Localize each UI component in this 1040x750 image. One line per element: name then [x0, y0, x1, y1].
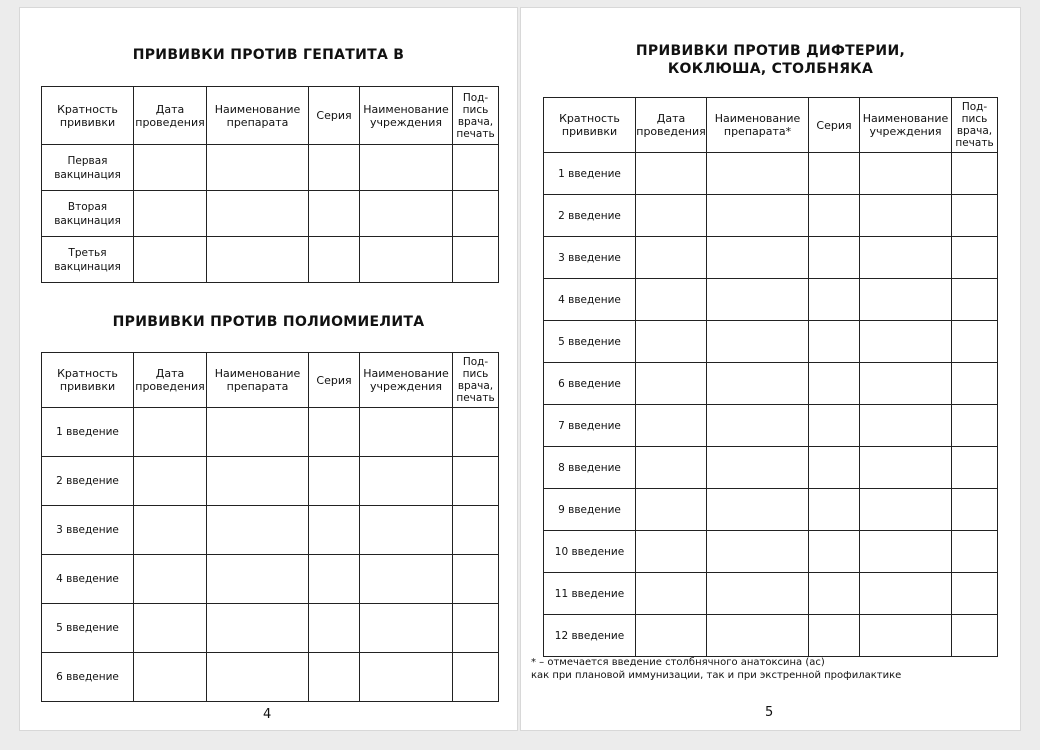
signature-cell — [952, 153, 998, 195]
polio-title: ПРИВИВКИ ПРОТИВ ПОЛИОМИЕЛИТА — [112, 314, 425, 330]
header-doctor-signature: Под-пись врача, печать — [453, 353, 499, 408]
header-doctor-signature: Под-пись врача, печать — [952, 98, 998, 153]
row-label: 6 введение — [42, 653, 134, 702]
header-series: Серия — [809, 98, 860, 153]
series-cell — [809, 153, 860, 195]
date-cell — [636, 447, 707, 489]
date-cell — [134, 408, 207, 457]
drug-cell — [707, 237, 809, 279]
drug-cell — [207, 457, 309, 506]
header-drug-name: Наименование препарата — [207, 353, 309, 408]
row-label: 3 введение — [42, 506, 134, 555]
table-row — [544, 615, 998, 657]
table-row — [544, 573, 998, 615]
table-row — [544, 447, 998, 489]
signature-cell — [952, 531, 998, 573]
footnote-line-1: * – отмечается введение столбнячного анатоксина (ас) — [531, 657, 825, 668]
date-cell — [636, 321, 707, 363]
header-institution: Наименование учреждения — [360, 87, 453, 145]
signature-cell — [952, 405, 998, 447]
table-row — [544, 405, 998, 447]
row-label: 5 введение — [42, 604, 134, 653]
series-cell — [809, 573, 860, 615]
series-cell — [809, 321, 860, 363]
date-cell — [134, 604, 207, 653]
drug-cell — [707, 615, 809, 657]
page-number: 5 — [765, 705, 774, 720]
drug-cell — [207, 237, 309, 283]
signature-cell — [453, 506, 499, 555]
institution-cell — [360, 506, 453, 555]
right-page — [521, 8, 1020, 730]
series-cell — [309, 145, 360, 191]
header-drug-name: Наименование препарата* — [707, 98, 809, 153]
row-label: 8 введение — [544, 447, 636, 489]
header-date: Дата проведения — [134, 87, 207, 145]
signature-cell — [453, 191, 499, 237]
drug-cell — [707, 279, 809, 321]
series-cell — [809, 489, 860, 531]
institution-cell — [860, 573, 952, 615]
table-row — [42, 408, 499, 457]
signature-cell — [952, 237, 998, 279]
series-cell — [809, 405, 860, 447]
row-label: 6 введение — [544, 363, 636, 405]
series-cell — [309, 457, 360, 506]
signature-cell — [453, 237, 499, 283]
institution-cell — [360, 604, 453, 653]
row-label: 4 введение — [544, 279, 636, 321]
series-cell — [809, 531, 860, 573]
institution-cell — [860, 279, 952, 321]
footnote-line-2: как при плановой иммунизации, так и при экстренной профилактике — [531, 670, 902, 681]
institution-cell — [860, 405, 952, 447]
row-label: 9 введение — [544, 489, 636, 531]
date-cell — [636, 573, 707, 615]
drug-cell — [707, 195, 809, 237]
table-row — [544, 279, 998, 321]
table-row — [42, 191, 499, 237]
institution-cell — [360, 408, 453, 457]
table-row — [42, 145, 499, 191]
institution-cell — [360, 145, 453, 191]
row-label: 10 введение — [544, 531, 636, 573]
series-cell — [809, 195, 860, 237]
table-row — [544, 237, 998, 279]
row-label: 2 введение — [544, 195, 636, 237]
footnote — [531, 656, 901, 682]
header-multiplicity: Кратность прививки — [42, 87, 134, 145]
date-cell — [636, 405, 707, 447]
institution-cell — [860, 195, 952, 237]
signature-cell — [952, 489, 998, 531]
left-page — [20, 8, 517, 730]
signature-cell — [952, 195, 998, 237]
date-cell — [134, 191, 207, 237]
header-date: Дата проведения — [636, 98, 707, 153]
table-row — [42, 506, 499, 555]
header-drug-name: Наименование препарата — [207, 87, 309, 145]
signature-cell — [952, 615, 998, 657]
table-row — [544, 195, 998, 237]
signature-cell — [952, 321, 998, 363]
drug-cell — [207, 506, 309, 555]
header-date: Дата проведения — [134, 353, 207, 408]
header-series: Серия — [309, 353, 360, 408]
institution-cell — [360, 237, 453, 283]
row-label: Первая вакцинация — [42, 145, 134, 191]
header-institution: Наименование учреждения — [860, 98, 952, 153]
drug-cell — [207, 191, 309, 237]
signature-cell — [952, 573, 998, 615]
date-cell — [134, 555, 207, 604]
institution-cell — [860, 363, 952, 405]
hepatitis-title: ПРИВИВКИ ПРОТИВ ГЕПАТИТА В — [132, 47, 405, 63]
row-label: 5 введение — [544, 321, 636, 363]
series-cell — [809, 447, 860, 489]
drug-cell — [707, 489, 809, 531]
institution-cell — [360, 653, 453, 702]
header-multiplicity: Кратность прививки — [544, 98, 636, 153]
header-series: Серия — [309, 87, 360, 145]
row-label: 11 введение — [544, 573, 636, 615]
drug-cell — [207, 555, 309, 604]
date-cell — [636, 363, 707, 405]
series-cell — [309, 506, 360, 555]
row-label: 1 введение — [544, 153, 636, 195]
date-cell — [636, 279, 707, 321]
series-cell — [309, 408, 360, 457]
drug-cell — [707, 573, 809, 615]
page-number: 4 — [263, 707, 272, 722]
date-cell — [134, 237, 207, 283]
drug-cell — [207, 145, 309, 191]
table-row — [42, 457, 499, 506]
series-cell — [809, 237, 860, 279]
signature-cell — [453, 145, 499, 191]
signature-cell — [952, 447, 998, 489]
row-label: Третья вакцинация — [42, 237, 134, 283]
institution-cell — [860, 531, 952, 573]
series-cell — [309, 191, 360, 237]
institution-cell — [860, 447, 952, 489]
diphtheria-table — [543, 97, 998, 657]
diphtheria-title: ПРИВИВКИ ПРОТИВ ДИФТЕРИИ, КОКЛЮША, СТОЛБНЯКА — [635, 43, 906, 77]
date-cell — [636, 237, 707, 279]
date-cell — [134, 457, 207, 506]
table-row — [544, 363, 998, 405]
drug-cell — [207, 604, 309, 653]
table-row — [42, 604, 499, 653]
signature-cell — [952, 279, 998, 321]
institution-cell — [860, 153, 952, 195]
date-cell — [636, 153, 707, 195]
date-cell — [134, 653, 207, 702]
date-cell — [636, 531, 707, 573]
signature-cell — [453, 457, 499, 506]
table-row — [544, 531, 998, 573]
table-row — [544, 321, 998, 363]
drug-cell — [207, 653, 309, 702]
institution-cell — [360, 555, 453, 604]
date-cell — [636, 489, 707, 531]
polio-table — [41, 352, 499, 702]
header-multiplicity: Кратность прививки — [42, 353, 134, 408]
hepatitis-table — [41, 86, 499, 283]
series-cell — [309, 237, 360, 283]
drug-cell — [707, 153, 809, 195]
table-row — [544, 489, 998, 531]
drug-cell — [707, 363, 809, 405]
signature-cell — [453, 604, 499, 653]
series-cell — [309, 653, 360, 702]
institution-cell — [860, 321, 952, 363]
institution-cell — [860, 615, 952, 657]
row-label: 12 введение — [544, 615, 636, 657]
drug-cell — [707, 321, 809, 363]
drug-cell — [707, 531, 809, 573]
signature-cell — [453, 408, 499, 457]
signature-cell — [453, 555, 499, 604]
signature-cell — [952, 363, 998, 405]
row-label: 1 введение — [42, 408, 134, 457]
header-institution: Наименование учреждения — [360, 353, 453, 408]
date-cell — [134, 145, 207, 191]
row-label: 4 введение — [42, 555, 134, 604]
institution-cell — [360, 191, 453, 237]
table-row — [42, 237, 499, 283]
table-row — [42, 555, 499, 604]
series-cell — [309, 555, 360, 604]
signature-cell — [453, 653, 499, 702]
institution-cell — [360, 457, 453, 506]
drug-cell — [707, 447, 809, 489]
series-cell — [809, 363, 860, 405]
table-row — [42, 653, 499, 702]
drug-cell — [707, 405, 809, 447]
institution-cell — [860, 489, 952, 531]
series-cell — [809, 615, 860, 657]
series-cell — [809, 279, 860, 321]
drug-cell — [207, 408, 309, 457]
row-label: 3 введение — [544, 237, 636, 279]
date-cell — [636, 615, 707, 657]
header-doctor-signature: Под-пись врача, печать — [453, 87, 499, 145]
row-label: 7 введение — [544, 405, 636, 447]
date-cell — [636, 195, 707, 237]
row-label: Вторая вакцинация — [42, 191, 134, 237]
institution-cell — [860, 237, 952, 279]
row-label: 2 введение — [42, 457, 134, 506]
date-cell — [134, 506, 207, 555]
table-row — [544, 153, 998, 195]
series-cell — [309, 604, 360, 653]
